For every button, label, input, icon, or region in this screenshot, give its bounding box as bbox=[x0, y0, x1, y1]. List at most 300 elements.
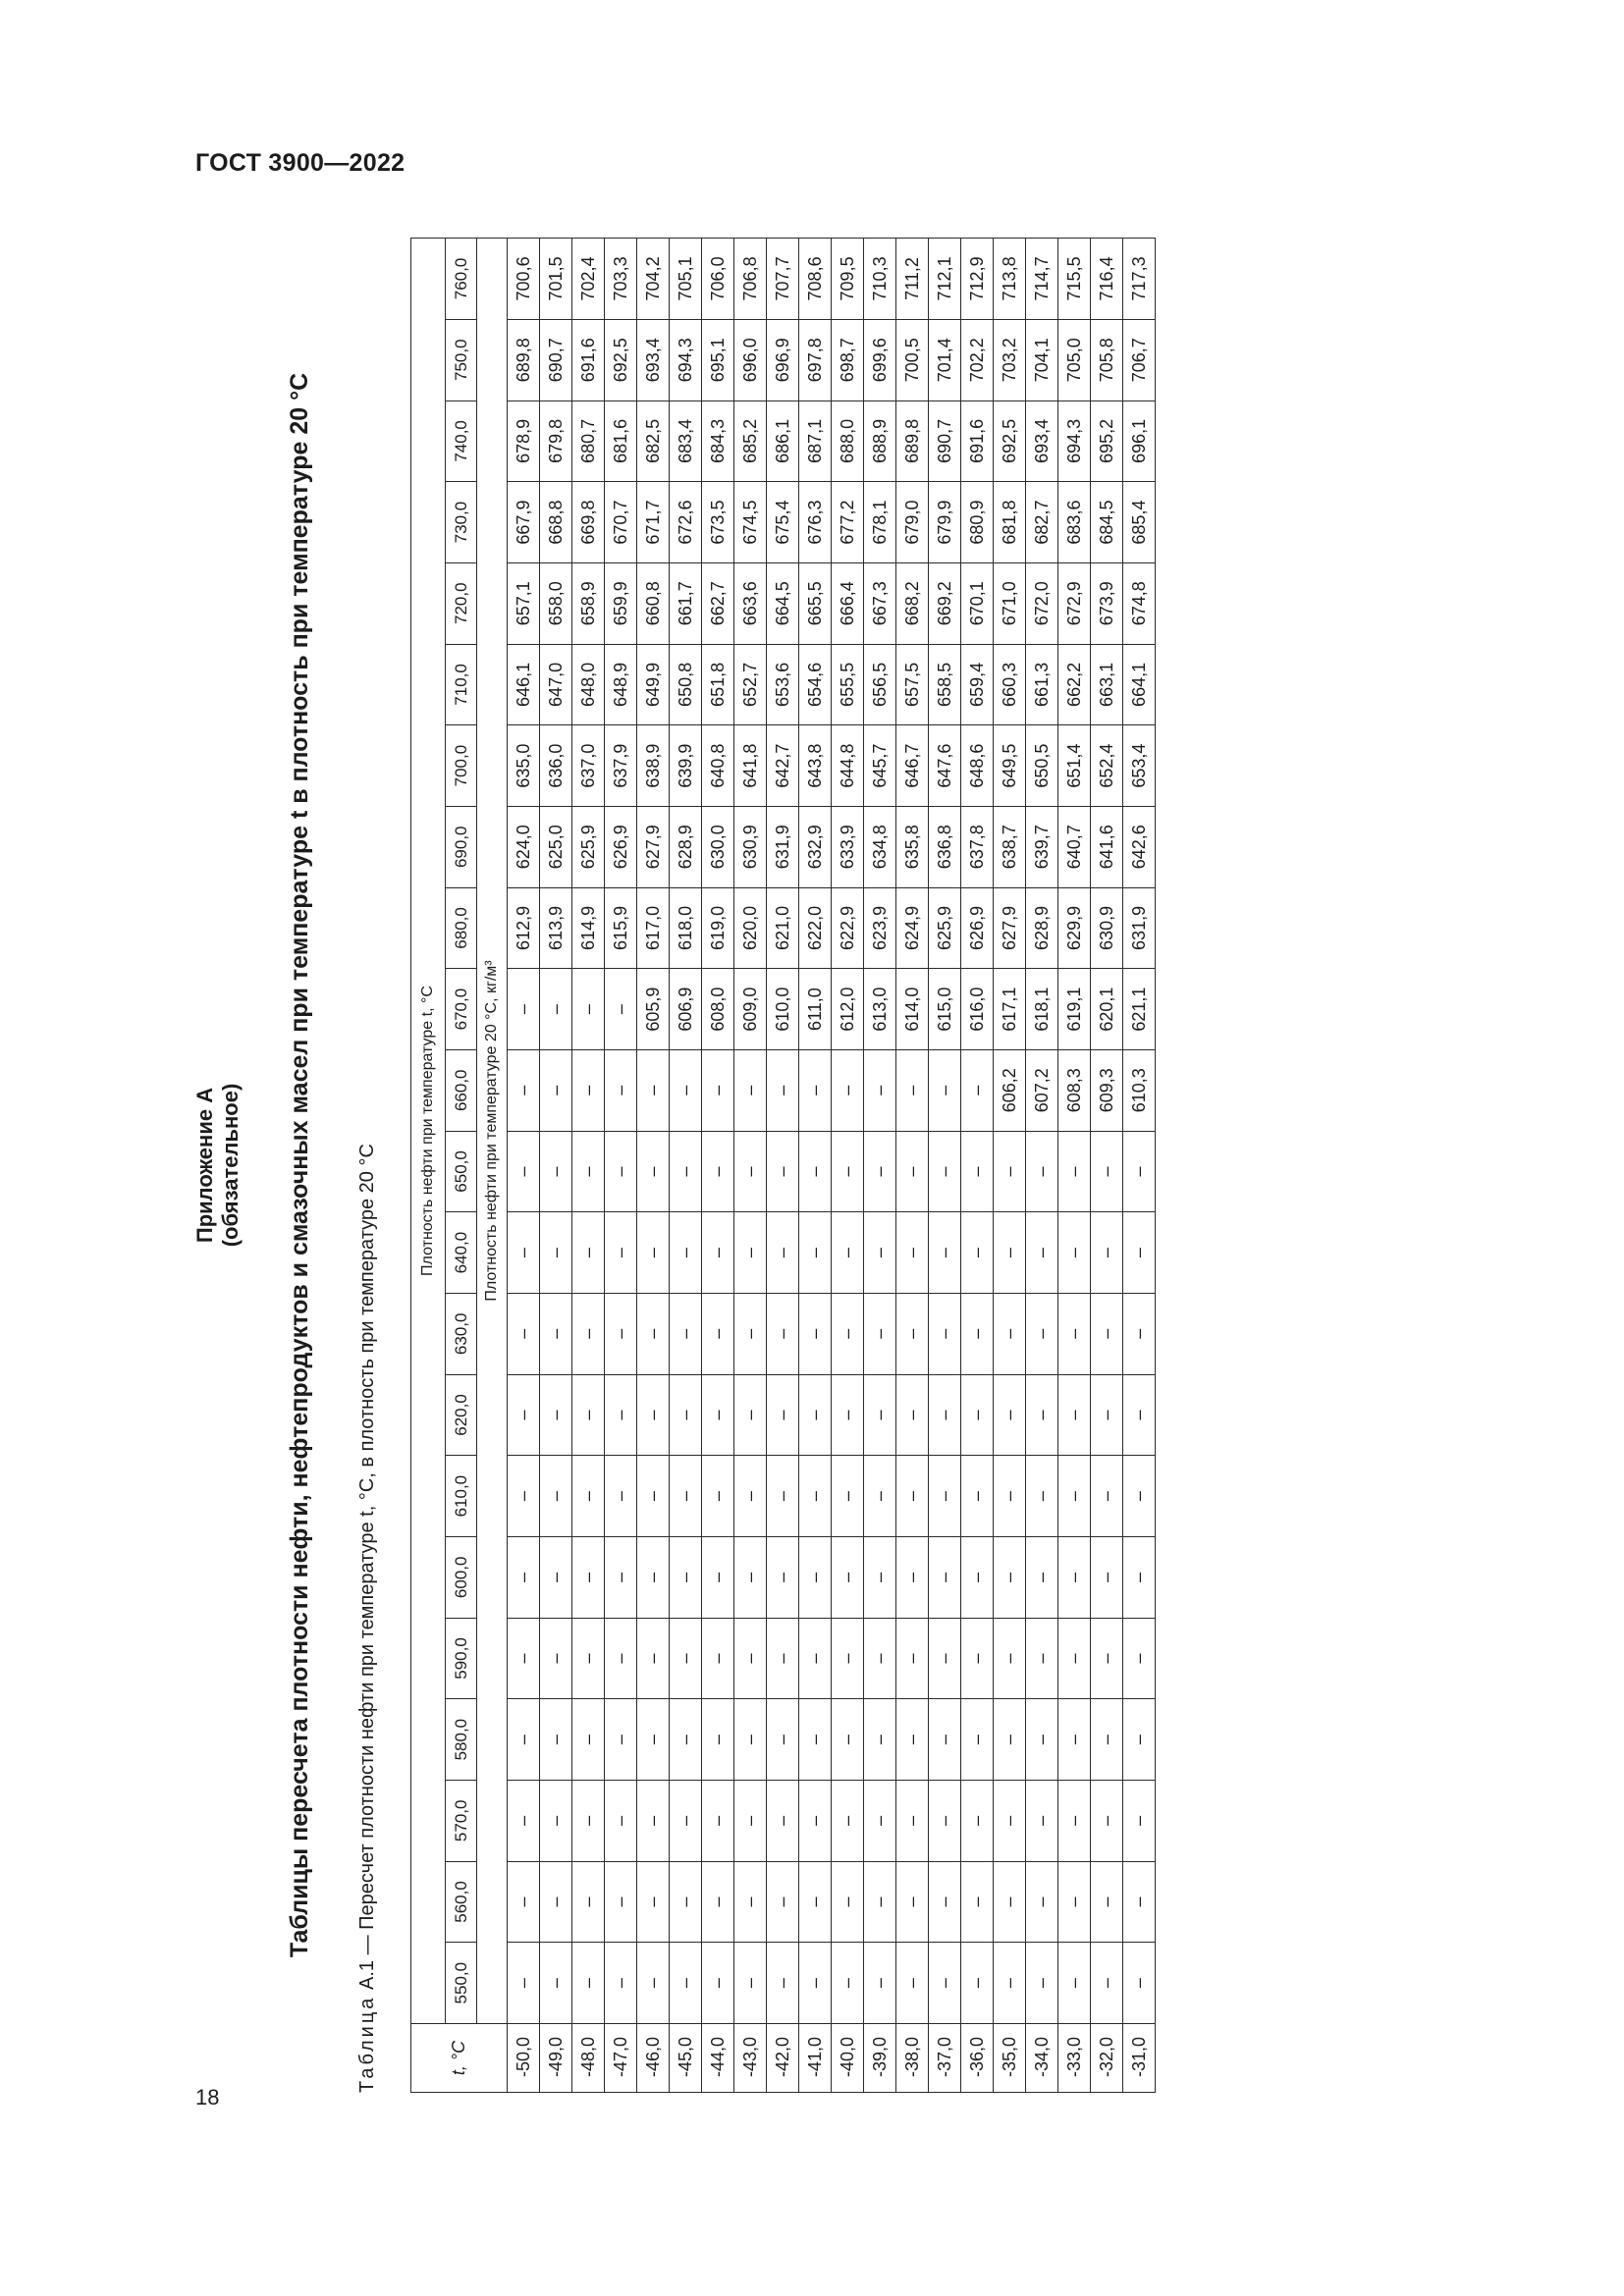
table-caption-text: — Пересчет плотности нефти при температуре t, °С, в плотность при температуре 20 °С bbox=[356, 1144, 378, 1955]
density-cell: – bbox=[508, 969, 540, 1050]
density-cell: – bbox=[799, 1374, 832, 1456]
density-cell: 667,3 bbox=[864, 562, 896, 644]
density-cell: – bbox=[1123, 1780, 1156, 1861]
rotated-content bbox=[192, 238, 1149, 2093]
density-cell: 656,5 bbox=[864, 644, 896, 725]
density-cell: 615,0 bbox=[929, 969, 961, 1050]
density-cell: 620,0 bbox=[734, 887, 767, 969]
density-cell: – bbox=[605, 1536, 637, 1618]
density-cell: 679,0 bbox=[896, 482, 929, 563]
density-cell: 714,7 bbox=[1026, 239, 1058, 320]
density-cell: 711,2 bbox=[896, 239, 929, 320]
density-cell: – bbox=[832, 1943, 864, 2024]
density-cell: – bbox=[832, 1212, 864, 1294]
table-row bbox=[605, 239, 637, 2093]
density-cell: – bbox=[605, 1049, 637, 1131]
temperature-cell: -39,0 bbox=[864, 2024, 896, 2093]
temperature-cell: -40,0 bbox=[832, 2024, 864, 2093]
density-cell: 621,1 bbox=[1123, 969, 1156, 1050]
density-cell: 659,9 bbox=[605, 562, 637, 644]
density-cell: – bbox=[734, 1861, 767, 1943]
density-cell: – bbox=[929, 1861, 961, 1943]
density-cell: – bbox=[864, 1618, 896, 1699]
density-cell: – bbox=[572, 1049, 605, 1131]
density-cell: 619,0 bbox=[702, 887, 734, 969]
density-cell: 636,0 bbox=[540, 725, 572, 807]
density-cell: 640,8 bbox=[702, 725, 734, 807]
density-cell: 705,8 bbox=[1091, 319, 1123, 400]
density-cell: – bbox=[1026, 1699, 1058, 1781]
density-cell: – bbox=[1123, 1536, 1156, 1618]
density-cell: 605,9 bbox=[637, 969, 670, 1050]
density-cell: 658,9 bbox=[572, 562, 605, 644]
density-cell: 609,0 bbox=[734, 969, 767, 1050]
column-header: 700,0 bbox=[446, 725, 477, 807]
density-cell: – bbox=[994, 1131, 1026, 1212]
table-row bbox=[1026, 239, 1058, 2093]
density-cell: – bbox=[508, 1618, 540, 1699]
density-cell: – bbox=[832, 1293, 864, 1374]
column-header: 710,0 bbox=[446, 644, 477, 725]
temperature-cell: -45,0 bbox=[670, 2024, 702, 2093]
density-cell: 703,3 bbox=[605, 239, 637, 320]
density-cell: 625,0 bbox=[540, 806, 572, 887]
density-cell: 704,1 bbox=[1026, 319, 1058, 400]
density-cell: 690,7 bbox=[929, 400, 961, 482]
density-cell: 628,9 bbox=[1026, 887, 1058, 969]
density-cell: – bbox=[572, 1861, 605, 1943]
density-cell: 664,5 bbox=[767, 562, 799, 644]
table-row bbox=[1058, 239, 1091, 2093]
column-header: 580,0 bbox=[446, 1699, 477, 1781]
density-cell: – bbox=[734, 1374, 767, 1456]
density-cell: 650,5 bbox=[1026, 725, 1058, 807]
density-cell: – bbox=[572, 1699, 605, 1781]
density-cell: – bbox=[605, 1212, 637, 1294]
density-cell: – bbox=[572, 1293, 605, 1374]
density-cell: – bbox=[702, 1374, 734, 1456]
temperature-cell: -38,0 bbox=[896, 2024, 929, 2093]
density-cell: – bbox=[799, 1049, 832, 1131]
density-cell: – bbox=[637, 1374, 670, 1456]
density-cell: 685,2 bbox=[734, 400, 767, 482]
temperature-cell: -49,0 bbox=[540, 2024, 572, 2093]
density-cell: 663,1 bbox=[1091, 644, 1123, 725]
density-cell: – bbox=[896, 1618, 929, 1699]
table-row bbox=[702, 239, 734, 2093]
density-cell: 639,9 bbox=[670, 725, 702, 807]
table-row bbox=[896, 239, 929, 2093]
density-cell: 674,8 bbox=[1123, 562, 1156, 644]
density-cell: – bbox=[864, 1536, 896, 1618]
density-cell: – bbox=[670, 1212, 702, 1294]
density-cell: 680,7 bbox=[572, 400, 605, 482]
density-cell: – bbox=[670, 1943, 702, 2024]
density-cell: – bbox=[961, 1618, 994, 1699]
density-cell: 706,7 bbox=[1123, 319, 1156, 400]
density-cell: 657,1 bbox=[508, 562, 540, 644]
density-cell: 683,6 bbox=[1058, 482, 1091, 563]
density-cell: – bbox=[572, 1780, 605, 1861]
density-cell: – bbox=[961, 1536, 994, 1618]
density-cell: 705,0 bbox=[1058, 319, 1091, 400]
density-cell: – bbox=[1058, 1374, 1091, 1456]
density-cell: 671,7 bbox=[637, 482, 670, 563]
density-cell: 661,3 bbox=[1026, 644, 1058, 725]
density-cell: 670,1 bbox=[961, 562, 994, 644]
density-cell: 617,0 bbox=[637, 887, 670, 969]
density-cell: 655,5 bbox=[832, 644, 864, 725]
density-cell: – bbox=[994, 1780, 1026, 1861]
density-cell: – bbox=[670, 1536, 702, 1618]
density-cell: 677,2 bbox=[832, 482, 864, 563]
density-cell: – bbox=[929, 1456, 961, 1537]
table-row bbox=[1123, 239, 1156, 2093]
temperature-cell: -42,0 bbox=[767, 2024, 799, 2093]
column-header-row bbox=[446, 239, 477, 2093]
density-cell: – bbox=[508, 1374, 540, 1456]
density-cell: – bbox=[702, 1293, 734, 1374]
density-cell: 608,3 bbox=[1058, 1049, 1091, 1131]
density-cell: 646,1 bbox=[508, 644, 540, 725]
density-cell: – bbox=[605, 1861, 637, 1943]
density-cell: – bbox=[734, 1456, 767, 1537]
column-header: 730,0 bbox=[446, 482, 477, 563]
density-cell: 688,0 bbox=[832, 400, 864, 482]
density-cell: – bbox=[734, 1780, 767, 1861]
density-cell: – bbox=[572, 1374, 605, 1456]
density-cell: – bbox=[1058, 1456, 1091, 1537]
temperature-cell: -41,0 bbox=[799, 2024, 832, 2093]
density-cell: – bbox=[540, 1374, 572, 1456]
density-cell: – bbox=[1091, 1861, 1123, 1943]
density-cell: 659,4 bbox=[961, 644, 994, 725]
density-cell: 665,5 bbox=[799, 562, 832, 644]
density-cell: – bbox=[799, 1943, 832, 2024]
density-cell: – bbox=[702, 1780, 734, 1861]
appendix-title: Приложение А bbox=[192, 1087, 217, 1244]
density-cell: – bbox=[799, 1861, 832, 1943]
density-cell: 652,4 bbox=[1091, 725, 1123, 807]
density-cell: 662,2 bbox=[1058, 644, 1091, 725]
density-cell: – bbox=[896, 1131, 929, 1212]
density-cell: 706,8 bbox=[734, 239, 767, 320]
density-cell: – bbox=[1123, 1131, 1156, 1212]
density-cell: – bbox=[508, 1212, 540, 1294]
density-cell: – bbox=[896, 1943, 929, 2024]
density-cell: – bbox=[540, 1618, 572, 1699]
density-cell: – bbox=[767, 1536, 799, 1618]
sub-header bbox=[477, 239, 508, 2024]
density-cell: 617,1 bbox=[994, 969, 1026, 1050]
density-cell: – bbox=[1058, 1618, 1091, 1699]
density-cell: – bbox=[929, 1536, 961, 1618]
density-cell: 653,6 bbox=[767, 644, 799, 725]
density-cell: – bbox=[767, 1780, 799, 1861]
density-cell: – bbox=[832, 1618, 864, 1699]
table-row bbox=[1091, 239, 1123, 2093]
density-cell: 631,9 bbox=[1123, 887, 1156, 969]
density-cell: – bbox=[1123, 1456, 1156, 1537]
density-cell: – bbox=[540, 1049, 572, 1131]
column-header: 610,0 bbox=[446, 1456, 477, 1537]
density-cell: 705,1 bbox=[670, 239, 702, 320]
density-cell: – bbox=[637, 1456, 670, 1537]
column-header: 550,0 bbox=[446, 1943, 477, 2024]
density-cell: – bbox=[799, 1536, 832, 1618]
table-row bbox=[961, 239, 994, 2093]
density-cell: 660,8 bbox=[637, 562, 670, 644]
density-cell: 652,7 bbox=[734, 644, 767, 725]
density-cell: 682,5 bbox=[637, 400, 670, 482]
density-cell: 620,1 bbox=[1091, 969, 1123, 1050]
density-cell: – bbox=[508, 1536, 540, 1618]
density-cell: 698,7 bbox=[832, 319, 864, 400]
density-cell: – bbox=[734, 1131, 767, 1212]
density-cell: – bbox=[929, 1618, 961, 1699]
density-cell: – bbox=[1026, 1293, 1058, 1374]
density-cell: – bbox=[961, 1861, 994, 1943]
density-cell: 715,5 bbox=[1058, 239, 1091, 320]
density-cell: 712,9 bbox=[961, 239, 994, 320]
density-cell: 606,9 bbox=[670, 969, 702, 1050]
density-cell: – bbox=[670, 1293, 702, 1374]
density-cell: – bbox=[637, 1536, 670, 1618]
table-caption bbox=[356, 1144, 379, 2093]
temperature-cell: -48,0 bbox=[572, 2024, 605, 2093]
density-cell: 632,9 bbox=[799, 806, 832, 887]
density-cell: 614,0 bbox=[896, 969, 929, 1050]
density-cell: – bbox=[864, 1943, 896, 2024]
density-cell: – bbox=[1058, 1212, 1091, 1294]
density-cell: – bbox=[702, 1456, 734, 1537]
density-cell: – bbox=[670, 1861, 702, 1943]
density-cell: 635,0 bbox=[508, 725, 540, 807]
density-cell: – bbox=[572, 1131, 605, 1212]
density-cell: – bbox=[540, 969, 572, 1050]
density-cell: 693,4 bbox=[1026, 400, 1058, 482]
density-cell: – bbox=[864, 1456, 896, 1537]
density-cell: – bbox=[637, 1780, 670, 1861]
density-cell: 639,7 bbox=[1026, 806, 1058, 887]
table-row bbox=[799, 239, 832, 2093]
density-cell: 682,7 bbox=[1026, 482, 1058, 563]
density-cell: – bbox=[508, 1861, 540, 1943]
density-cell: 679,8 bbox=[540, 400, 572, 482]
density-cell: – bbox=[670, 1131, 702, 1212]
density-cell: – bbox=[508, 1780, 540, 1861]
density-cell: 647,6 bbox=[929, 725, 961, 807]
density-cell: 649,9 bbox=[637, 644, 670, 725]
column-header: 600,0 bbox=[446, 1536, 477, 1618]
density-cell: – bbox=[799, 1212, 832, 1294]
density-cell: – bbox=[864, 1699, 896, 1781]
density-cell: 651,4 bbox=[1058, 725, 1091, 807]
column-header: 670,0 bbox=[446, 969, 477, 1050]
density-cell: – bbox=[670, 1699, 702, 1781]
density-cell: 626,9 bbox=[961, 887, 994, 969]
density-cell: – bbox=[896, 1049, 929, 1131]
density-cell: 699,6 bbox=[864, 319, 896, 400]
density-cell: – bbox=[767, 1293, 799, 1374]
density-cell: – bbox=[929, 1131, 961, 1212]
density-cell: 668,8 bbox=[540, 482, 572, 563]
temperature-cell: -35,0 bbox=[994, 2024, 1026, 2093]
density-cell: 674,5 bbox=[734, 482, 767, 563]
density-cell: 713,8 bbox=[994, 239, 1026, 320]
density-cell: – bbox=[864, 1131, 896, 1212]
density-cell: 628,9 bbox=[670, 806, 702, 887]
table-row bbox=[508, 239, 540, 2093]
density-cell: – bbox=[734, 1943, 767, 2024]
density-cell: 708,6 bbox=[799, 239, 832, 320]
density-cell: – bbox=[702, 1943, 734, 2024]
density-cell: 612,0 bbox=[832, 969, 864, 1050]
density-cell: – bbox=[605, 1131, 637, 1212]
density-cell: – bbox=[1123, 1374, 1156, 1456]
density-cell: 694,3 bbox=[670, 319, 702, 400]
density-cell: 700,5 bbox=[896, 319, 929, 400]
table-caption-label: Таблица bbox=[356, 1995, 378, 2093]
density-cell: 712,1 bbox=[929, 239, 961, 320]
density-cell: – bbox=[767, 1943, 799, 2024]
table-container bbox=[410, 238, 1156, 2093]
density-cell: – bbox=[929, 1780, 961, 1861]
density-cell: – bbox=[702, 1131, 734, 1212]
density-cell: – bbox=[1058, 1131, 1091, 1212]
density-cell: – bbox=[508, 1293, 540, 1374]
density-cell: 706,0 bbox=[702, 239, 734, 320]
density-cell: – bbox=[670, 1456, 702, 1537]
density-cell: – bbox=[1091, 1536, 1123, 1618]
density-table bbox=[410, 238, 1156, 2093]
density-cell: – bbox=[540, 1861, 572, 1943]
density-cell: 701,5 bbox=[540, 239, 572, 320]
density-cell: – bbox=[929, 1212, 961, 1294]
density-cell: – bbox=[994, 1861, 1026, 1943]
table-row bbox=[832, 239, 864, 2093]
density-cell: – bbox=[702, 1049, 734, 1131]
temperature-cell: -34,0 bbox=[1026, 2024, 1058, 2093]
density-cell: – bbox=[670, 1780, 702, 1861]
density-cell: 635,8 bbox=[896, 806, 929, 887]
density-cell: – bbox=[1091, 1456, 1123, 1537]
density-cell: 691,6 bbox=[572, 319, 605, 400]
density-cell: – bbox=[994, 1456, 1026, 1537]
density-cell: 638,9 bbox=[637, 725, 670, 807]
density-cell: 686,1 bbox=[767, 400, 799, 482]
density-cell: 630,9 bbox=[1091, 887, 1123, 969]
density-cell: – bbox=[637, 1131, 670, 1212]
density-cell: – bbox=[637, 1212, 670, 1294]
density-cell: 634,8 bbox=[864, 806, 896, 887]
table-row bbox=[572, 239, 605, 2093]
density-cell: 621,0 bbox=[767, 887, 799, 969]
density-cell: – bbox=[1026, 1374, 1058, 1456]
density-cell: – bbox=[832, 1699, 864, 1781]
density-cell: – bbox=[994, 1374, 1026, 1456]
density-cell: – bbox=[896, 1536, 929, 1618]
density-cell: 615,9 bbox=[605, 887, 637, 969]
temperature-cell: -32,0 bbox=[1091, 2024, 1123, 2093]
density-cell: 630,0 bbox=[702, 806, 734, 887]
density-cell: 646,7 bbox=[896, 725, 929, 807]
density-cell: 643,8 bbox=[799, 725, 832, 807]
density-cell: – bbox=[896, 1212, 929, 1294]
density-cell: 648,0 bbox=[572, 644, 605, 725]
density-cell: – bbox=[1058, 1293, 1091, 1374]
density-cell: – bbox=[1091, 1131, 1123, 1212]
density-cell: – bbox=[1058, 1861, 1091, 1943]
density-cell: – bbox=[1026, 1780, 1058, 1861]
density-cell: 618,1 bbox=[1026, 969, 1058, 1050]
density-cell: 701,4 bbox=[929, 319, 961, 400]
density-cell: – bbox=[961, 1780, 994, 1861]
density-cell: – bbox=[508, 1943, 540, 2024]
density-cell: 685,4 bbox=[1123, 482, 1156, 563]
density-cell: – bbox=[508, 1131, 540, 1212]
density-cell: 672,9 bbox=[1058, 562, 1091, 644]
table-row bbox=[994, 239, 1026, 2093]
density-cell: – bbox=[896, 1293, 929, 1374]
density-cell: 623,9 bbox=[864, 887, 896, 969]
temperature-cell: -31,0 bbox=[1123, 2024, 1156, 2093]
density-cell: 640,7 bbox=[1058, 806, 1091, 887]
density-cell: 673,5 bbox=[702, 482, 734, 563]
density-cell: 676,3 bbox=[799, 482, 832, 563]
density-cell: 683,4 bbox=[670, 400, 702, 482]
density-cell: – bbox=[734, 1536, 767, 1618]
density-cell: 662,7 bbox=[702, 562, 734, 644]
density-cell: 625,9 bbox=[572, 806, 605, 887]
density-cell: 612,9 bbox=[508, 887, 540, 969]
column-header: 660,0 bbox=[446, 1049, 477, 1131]
density-cell: – bbox=[961, 1456, 994, 1537]
density-cell: – bbox=[1058, 1699, 1091, 1781]
density-cell: – bbox=[929, 1293, 961, 1374]
density-cell: 637,9 bbox=[605, 725, 637, 807]
density-cell: – bbox=[896, 1456, 929, 1537]
density-cell: – bbox=[896, 1699, 929, 1781]
density-cell: – bbox=[572, 1618, 605, 1699]
density-cell: – bbox=[508, 1699, 540, 1781]
density-cell: – bbox=[1026, 1456, 1058, 1537]
density-cell: – bbox=[637, 1049, 670, 1131]
density-cell: – bbox=[929, 1943, 961, 2024]
density-cell: – bbox=[961, 1049, 994, 1131]
density-cell: 690,7 bbox=[540, 319, 572, 400]
density-cell: 672,0 bbox=[1026, 562, 1058, 644]
density-cell: 671,0 bbox=[994, 562, 1026, 644]
density-cell: – bbox=[994, 1212, 1026, 1294]
density-cell: – bbox=[572, 1943, 605, 2024]
density-cell: – bbox=[799, 1456, 832, 1537]
density-cell: 618,0 bbox=[670, 887, 702, 969]
density-cell: – bbox=[508, 1456, 540, 1537]
table-row bbox=[864, 239, 896, 2093]
density-cell: – bbox=[832, 1536, 864, 1618]
density-cell: 637,0 bbox=[572, 725, 605, 807]
density-cell: – bbox=[1091, 1943, 1123, 2024]
appendix-status: (обязательное) bbox=[218, 1083, 243, 1248]
density-cell: 611,0 bbox=[799, 969, 832, 1050]
density-cell: – bbox=[994, 1536, 1026, 1618]
density-cell: 642,7 bbox=[767, 725, 799, 807]
density-cell: – bbox=[605, 1943, 637, 2024]
density-cell: 696,0 bbox=[734, 319, 767, 400]
density-cell: – bbox=[864, 1293, 896, 1374]
density-cell: 626,9 bbox=[605, 806, 637, 887]
